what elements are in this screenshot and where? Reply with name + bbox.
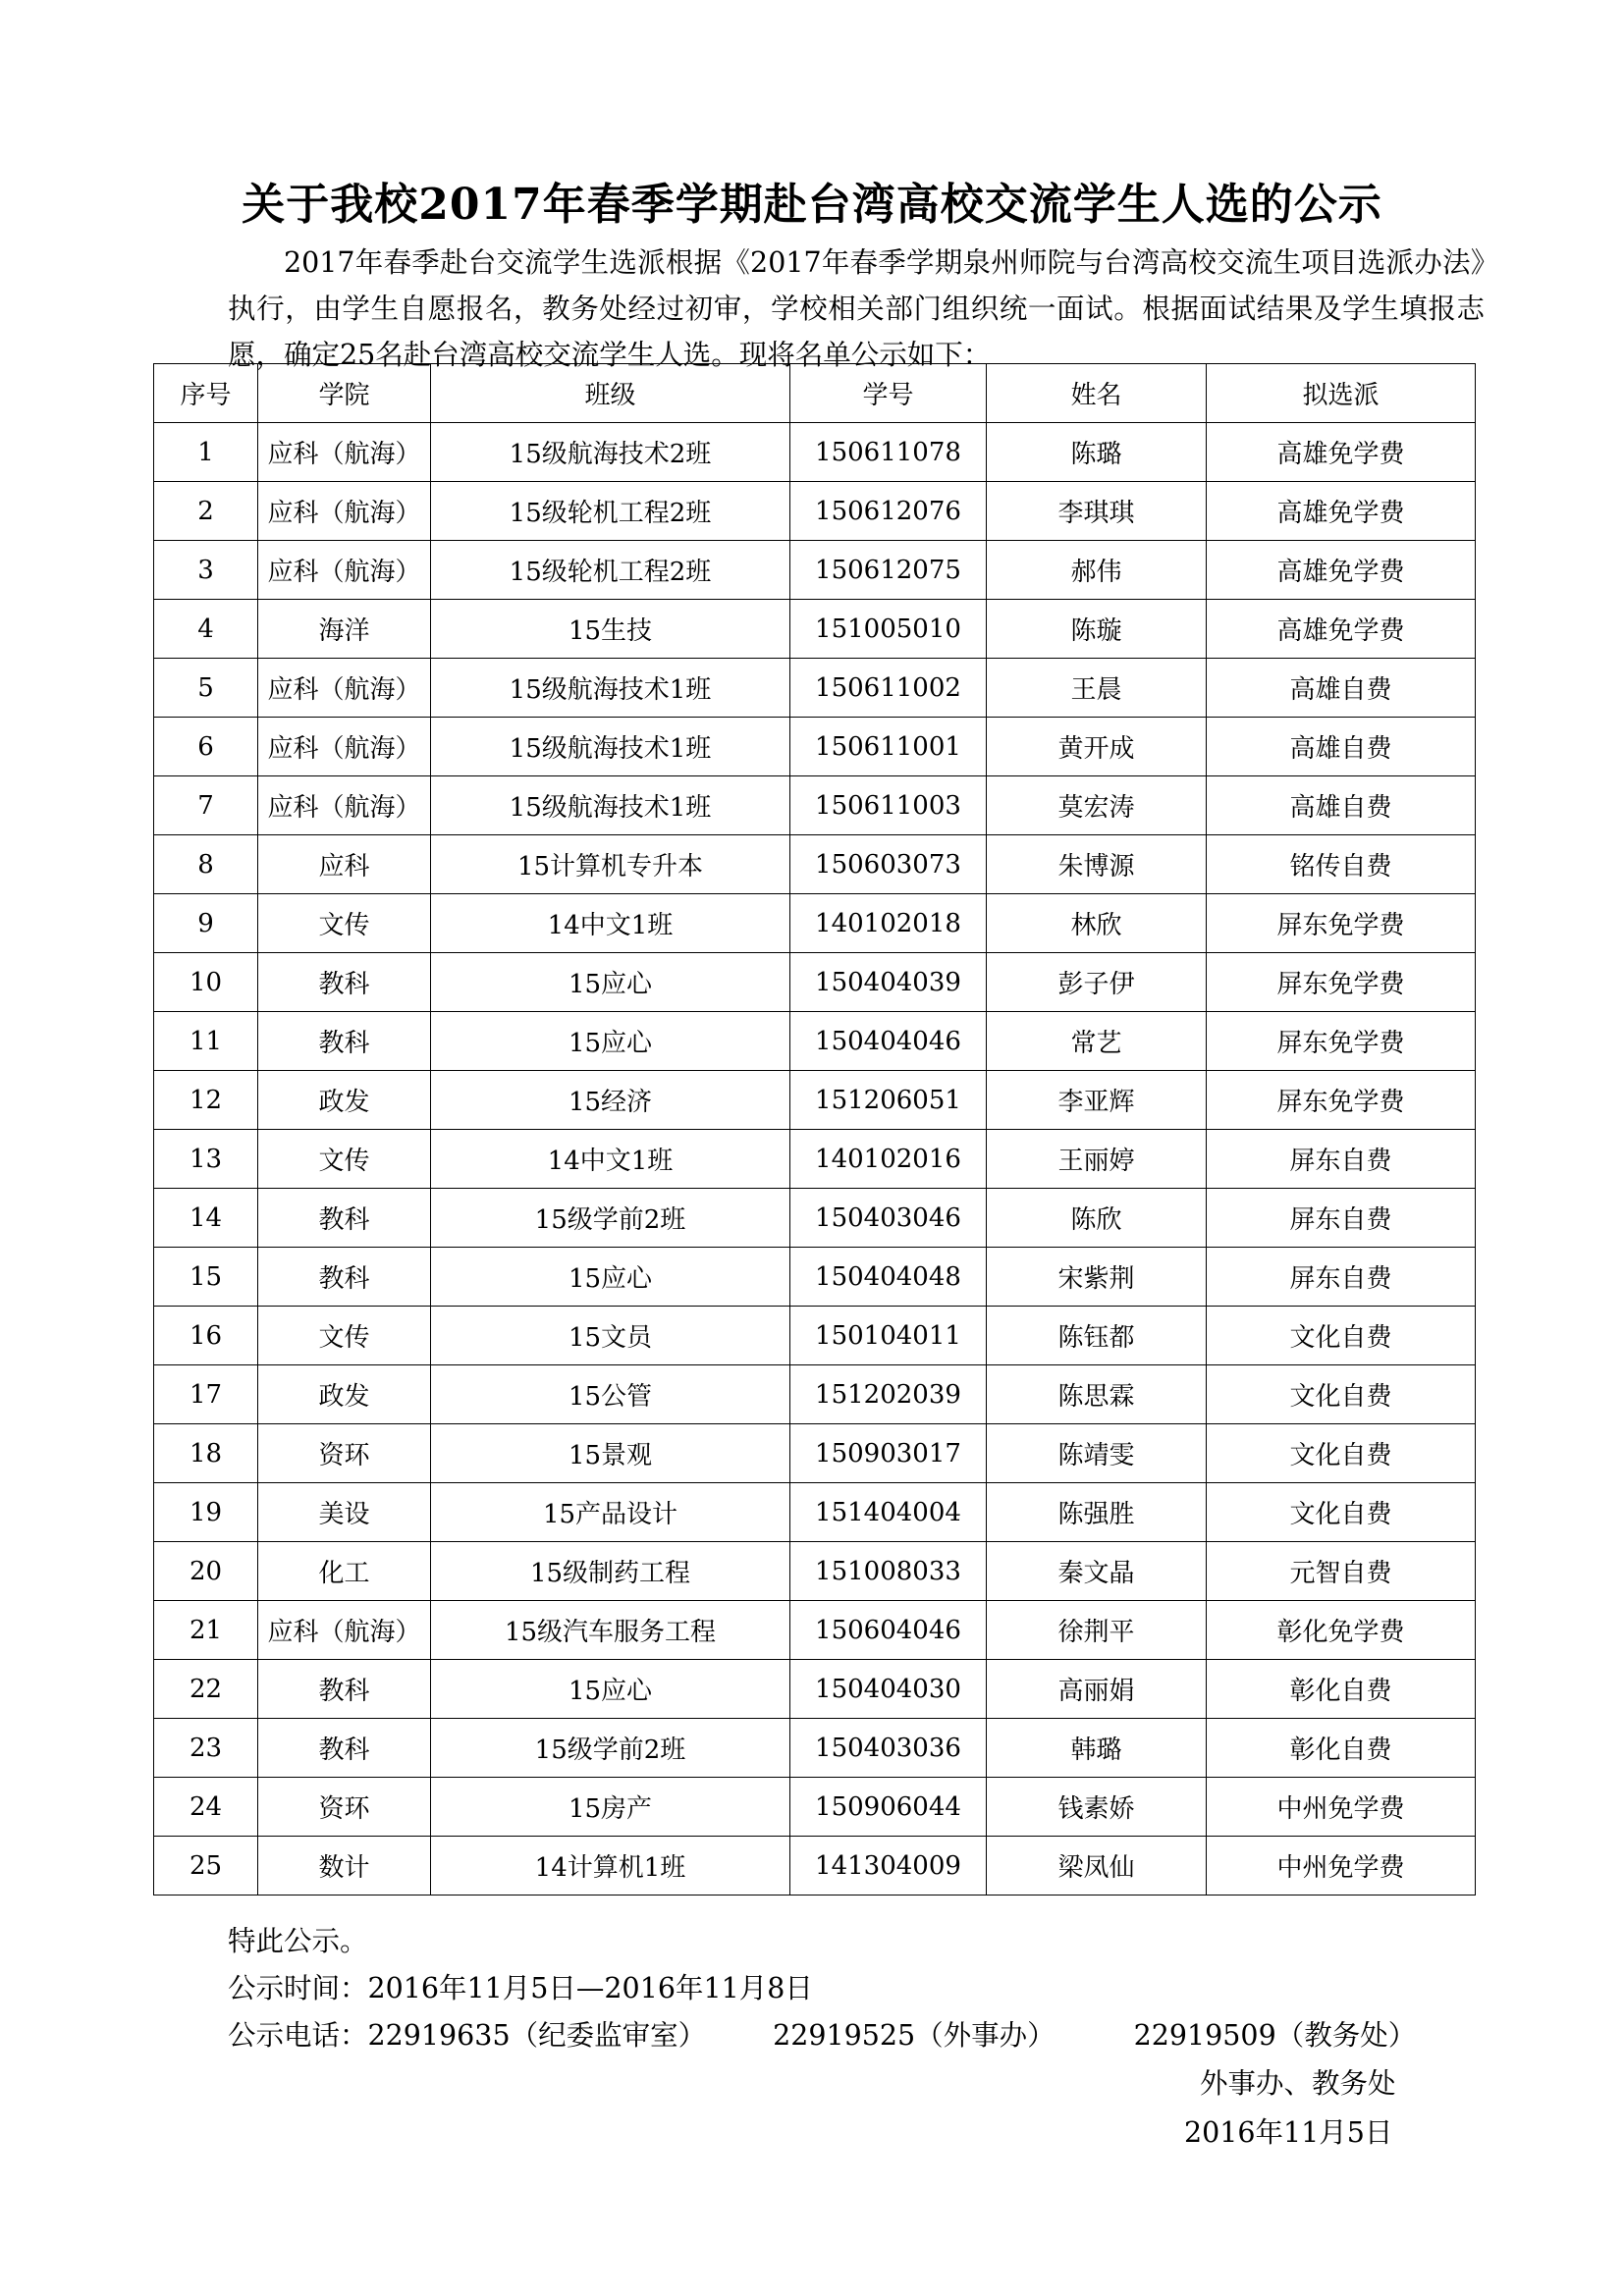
cell-college: 化工: [258, 1542, 431, 1601]
cell-class: 15级航海技术1班: [431, 659, 790, 718]
cell-college: 应科（航海）: [258, 776, 431, 835]
cell-index: 14: [154, 1189, 258, 1248]
notice-period: 公示时间：2016年11月5日—2016年11月8日: [228, 1972, 813, 2004]
table-row: [154, 718, 1476, 776]
table-row: [154, 1189, 1476, 1248]
cell-index: 19: [154, 1483, 258, 1542]
table-row: [154, 1365, 1476, 1424]
table-row: [154, 1012, 1476, 1071]
header-college: 学院: [258, 364, 431, 423]
cell-index: 25: [154, 1837, 258, 1896]
cell-class: 15级轮机工程2班: [431, 482, 790, 541]
cell-college: 应科（航海）: [258, 423, 431, 482]
table-body: [154, 423, 1476, 1896]
cell-index: 3: [154, 541, 258, 600]
cell-name: 林欣: [987, 894, 1207, 953]
cell-assignment: 铭传自费: [1207, 835, 1476, 894]
cell-college: 应科（航海）: [258, 718, 431, 776]
cell-index: 8: [154, 835, 258, 894]
cell-index: 12: [154, 1071, 258, 1130]
cell-class: 15级学前2班: [431, 1719, 790, 1778]
candidate-table: [153, 363, 1476, 1896]
cell-name: 梁凤仙: [987, 1837, 1207, 1896]
cell-student-id: 140102018: [790, 894, 987, 953]
cell-student-id: 151008033: [790, 1542, 987, 1601]
cell-class: 15应心: [431, 1248, 790, 1307]
cell-name: 彭子伊: [987, 953, 1207, 1012]
cell-student-id: 150403046: [790, 1189, 987, 1248]
cell-class: 15级航海技术2班: [431, 423, 790, 482]
cell-index: 20: [154, 1542, 258, 1601]
cell-name: 常艺: [987, 1012, 1207, 1071]
cell-index: 17: [154, 1365, 258, 1424]
header-index: 序号: [154, 364, 258, 423]
cell-assignment: 高雄自费: [1207, 659, 1476, 718]
cell-college: 应科（航海）: [258, 1601, 431, 1660]
table-row: [154, 541, 1476, 600]
table-row: [154, 1601, 1476, 1660]
table-row: [154, 835, 1476, 894]
cell-name: 王晨: [987, 659, 1207, 718]
phone-foreign-affairs: 22919525（外事办）: [773, 2019, 1056, 2052]
cell-index: 7: [154, 776, 258, 835]
cell-name: 陈钰都: [987, 1307, 1207, 1365]
cell-assignment: 屏东自费: [1207, 1248, 1476, 1307]
cell-college: 美设: [258, 1483, 431, 1542]
cell-student-id: 150604046: [790, 1601, 987, 1660]
table-row: [154, 423, 1476, 482]
intro-text: 2017年春季赴台交流学生选派根据《2017年春季学期泉州师院与台湾高校交流生项目选派办法》执行，由学生自愿报名，教务处经过初审，学校相关部门组织统一面试。根据面试结果及学生填报志愿，确定25名赴台湾高校交流学生人选。现将名单公示如下：: [228, 246, 1485, 371]
cell-student-id: 150906044: [790, 1778, 987, 1837]
cell-assignment: 彰化自费: [1207, 1660, 1476, 1719]
cell-assignment: 高雄自费: [1207, 718, 1476, 776]
table-row: [154, 1778, 1476, 1837]
cell-index: 10: [154, 953, 258, 1012]
cell-name: 李亚辉: [987, 1071, 1207, 1130]
cell-assignment: 元智自费: [1207, 1542, 1476, 1601]
cell-student-id: 151404004: [790, 1483, 987, 1542]
table-row: [154, 894, 1476, 953]
cell-class: 15公管: [431, 1365, 790, 1424]
cell-college: 教科: [258, 1189, 431, 1248]
table-row: [154, 1719, 1476, 1778]
cell-index: 5: [154, 659, 258, 718]
cell-name: 陈思霖: [987, 1365, 1207, 1424]
cell-class: 15级航海技术1班: [431, 718, 790, 776]
cell-class: 15产品设计: [431, 1483, 790, 1542]
cell-index: 18: [154, 1424, 258, 1483]
cell-student-id: 150404039: [790, 953, 987, 1012]
cell-class: 15生技: [431, 600, 790, 659]
cell-college: 应科（航海）: [258, 482, 431, 541]
cell-college: 资环: [258, 1424, 431, 1483]
cell-student-id: 150611002: [790, 659, 987, 718]
phone-discipline: 22919635（纪委监审室）: [367, 2019, 707, 2052]
cell-assignment: 屏东自费: [1207, 1189, 1476, 1248]
cell-class: 15级轮机工程2班: [431, 541, 790, 600]
header-class: 班级: [431, 364, 790, 423]
cell-student-id: 150611003: [790, 776, 987, 835]
table-row: [154, 1071, 1476, 1130]
table-row: [154, 1424, 1476, 1483]
header-assignment: 拟选派: [1207, 364, 1476, 423]
table-row: [154, 659, 1476, 718]
cell-class: 14中文1班: [431, 894, 790, 953]
cell-index: 2: [154, 482, 258, 541]
cell-student-id: 150403036: [790, 1719, 987, 1778]
cell-assignment: 屏东自费: [1207, 1130, 1476, 1189]
cell-student-id: 141304009: [790, 1837, 987, 1896]
cell-college: 教科: [258, 1248, 431, 1307]
page-title: 关于我校2017年春季学期赴台湾高校交流学生人选的公示: [242, 180, 1382, 230]
cell-name: 徐荆平: [987, 1601, 1207, 1660]
cell-student-id: 150612075: [790, 541, 987, 600]
cell-college: 数计: [258, 1837, 431, 1896]
cell-assignment: 屏东免学费: [1207, 894, 1476, 953]
cell-class: 15级航海技术1班: [431, 776, 790, 835]
phone-academic-affairs: 22919509（教务处）: [1133, 2019, 1417, 2052]
cell-student-id: 150404048: [790, 1248, 987, 1307]
cell-index: 23: [154, 1719, 258, 1778]
cell-name: 郝伟: [987, 541, 1207, 600]
cell-name: 陈欣: [987, 1189, 1207, 1248]
cell-student-id: 140102016: [790, 1130, 987, 1189]
cell-index: 1: [154, 423, 258, 482]
cell-assignment: 屏东免学费: [1207, 1071, 1476, 1130]
cell-class: 15级学前2班: [431, 1189, 790, 1248]
cell-college: 应科（航海）: [258, 541, 431, 600]
cell-assignment: 屏东免学费: [1207, 1012, 1476, 1071]
cell-index: 24: [154, 1778, 258, 1837]
cell-college: 教科: [258, 1660, 431, 1719]
cell-student-id: 151005010: [790, 600, 987, 659]
table-row: [154, 1307, 1476, 1365]
table-row: [154, 482, 1476, 541]
cell-name: 秦文晶: [987, 1542, 1207, 1601]
cell-name: 高丽娟: [987, 1660, 1207, 1719]
cell-name: 王丽婷: [987, 1130, 1207, 1189]
cell-student-id: 151206051: [790, 1071, 987, 1130]
cell-college: 教科: [258, 1719, 431, 1778]
header-student-id: 学号: [790, 364, 987, 423]
cell-class: 15计算机专升本: [431, 835, 790, 894]
cell-student-id: 150611078: [790, 423, 987, 482]
cell-assignment: 文化自费: [1207, 1365, 1476, 1424]
cell-class: 15级汽车服务工程: [431, 1601, 790, 1660]
cell-assignment: 高雄免学费: [1207, 423, 1476, 482]
cell-college: 文传: [258, 894, 431, 953]
table-row: [154, 1130, 1476, 1189]
cell-name: 莫宏涛: [987, 776, 1207, 835]
cell-assignment: 高雄自费: [1207, 776, 1476, 835]
cell-class: 15应心: [431, 953, 790, 1012]
signature: 外事办、教务处: [1200, 2067, 1396, 2100]
table-row: [154, 600, 1476, 659]
cell-student-id: 150404030: [790, 1660, 987, 1719]
cell-name: 陈靖雯: [987, 1424, 1207, 1483]
header-name: 姓名: [987, 364, 1207, 423]
cell-assignment: 高雄免学费: [1207, 482, 1476, 541]
cell-name: 陈璇: [987, 600, 1207, 659]
cell-student-id: 150612076: [790, 482, 987, 541]
notice-phones: [228, 2013, 1504, 2054]
cell-class: 15景观: [431, 1424, 790, 1483]
cell-college: 政发: [258, 1071, 431, 1130]
signature-date: 2016年11月5日: [1184, 2116, 1393, 2149]
cell-assignment: 文化自费: [1207, 1307, 1476, 1365]
cell-name: 陈璐: [987, 423, 1207, 482]
cell-index: 11: [154, 1012, 258, 1071]
cell-college: 教科: [258, 1012, 431, 1071]
cell-index: 4: [154, 600, 258, 659]
table-row: [154, 953, 1476, 1012]
cell-index: 13: [154, 1130, 258, 1189]
cell-name: 陈强胜: [987, 1483, 1207, 1542]
special-notice: 特此公示。: [228, 1925, 368, 1957]
cell-class: 14计算机1班: [431, 1837, 790, 1896]
cell-student-id: 150404046: [790, 1012, 987, 1071]
cell-name: 朱博源: [987, 835, 1207, 894]
cell-assignment: 高雄免学费: [1207, 541, 1476, 600]
table-header-row: [154, 364, 1476, 423]
cell-class: 15应心: [431, 1012, 790, 1071]
cell-class: 15经济: [431, 1071, 790, 1130]
cell-index: 6: [154, 718, 258, 776]
phone-label: 公示电话：: [228, 2019, 368, 2052]
cell-college: 应科: [258, 835, 431, 894]
cell-student-id: 150104011: [790, 1307, 987, 1365]
cell-assignment: 文化自费: [1207, 1424, 1476, 1483]
cell-college: 资环: [258, 1778, 431, 1837]
table-row: [154, 1483, 1476, 1542]
intro-paragraph: [228, 240, 1485, 378]
cell-student-id: 150903017: [790, 1424, 987, 1483]
cell-student-id: 150611001: [790, 718, 987, 776]
cell-index: 15: [154, 1248, 258, 1307]
cell-index: 21: [154, 1601, 258, 1660]
cell-name: 黄开成: [987, 718, 1207, 776]
cell-college: 应科（航海）: [258, 659, 431, 718]
cell-assignment: 屏东免学费: [1207, 953, 1476, 1012]
table-row: [154, 1542, 1476, 1601]
cell-class: 15应心: [431, 1660, 790, 1719]
cell-index: 22: [154, 1660, 258, 1719]
cell-name: 宋紫荆: [987, 1248, 1207, 1307]
cell-college: 海洋: [258, 600, 431, 659]
cell-name: 钱素娇: [987, 1778, 1207, 1837]
cell-assignment: 彰化免学费: [1207, 1601, 1476, 1660]
cell-class: 15文员: [431, 1307, 790, 1365]
cell-student-id: 150603073: [790, 835, 987, 894]
cell-assignment: 彰化自费: [1207, 1719, 1476, 1778]
cell-student-id: 151202039: [790, 1365, 987, 1424]
cell-assignment: 中州免学费: [1207, 1837, 1476, 1896]
cell-class: 14中文1班: [431, 1130, 790, 1189]
table-row: [154, 1837, 1476, 1896]
table-row: [154, 1660, 1476, 1719]
cell-name: 韩璐: [987, 1719, 1207, 1778]
cell-assignment: 文化自费: [1207, 1483, 1476, 1542]
table-row: [154, 1248, 1476, 1307]
cell-assignment: 中州免学费: [1207, 1778, 1476, 1837]
cell-index: 16: [154, 1307, 258, 1365]
cell-assignment: 高雄免学费: [1207, 600, 1476, 659]
cell-name: 李琪琪: [987, 482, 1207, 541]
cell-class: 15级制药工程: [431, 1542, 790, 1601]
cell-college: 文传: [258, 1130, 431, 1189]
table-row: [154, 776, 1476, 835]
cell-college: 教科: [258, 953, 431, 1012]
cell-index: 9: [154, 894, 258, 953]
cell-college: 政发: [258, 1365, 431, 1424]
cell-college: 文传: [258, 1307, 431, 1365]
cell-class: 15房产: [431, 1778, 790, 1837]
